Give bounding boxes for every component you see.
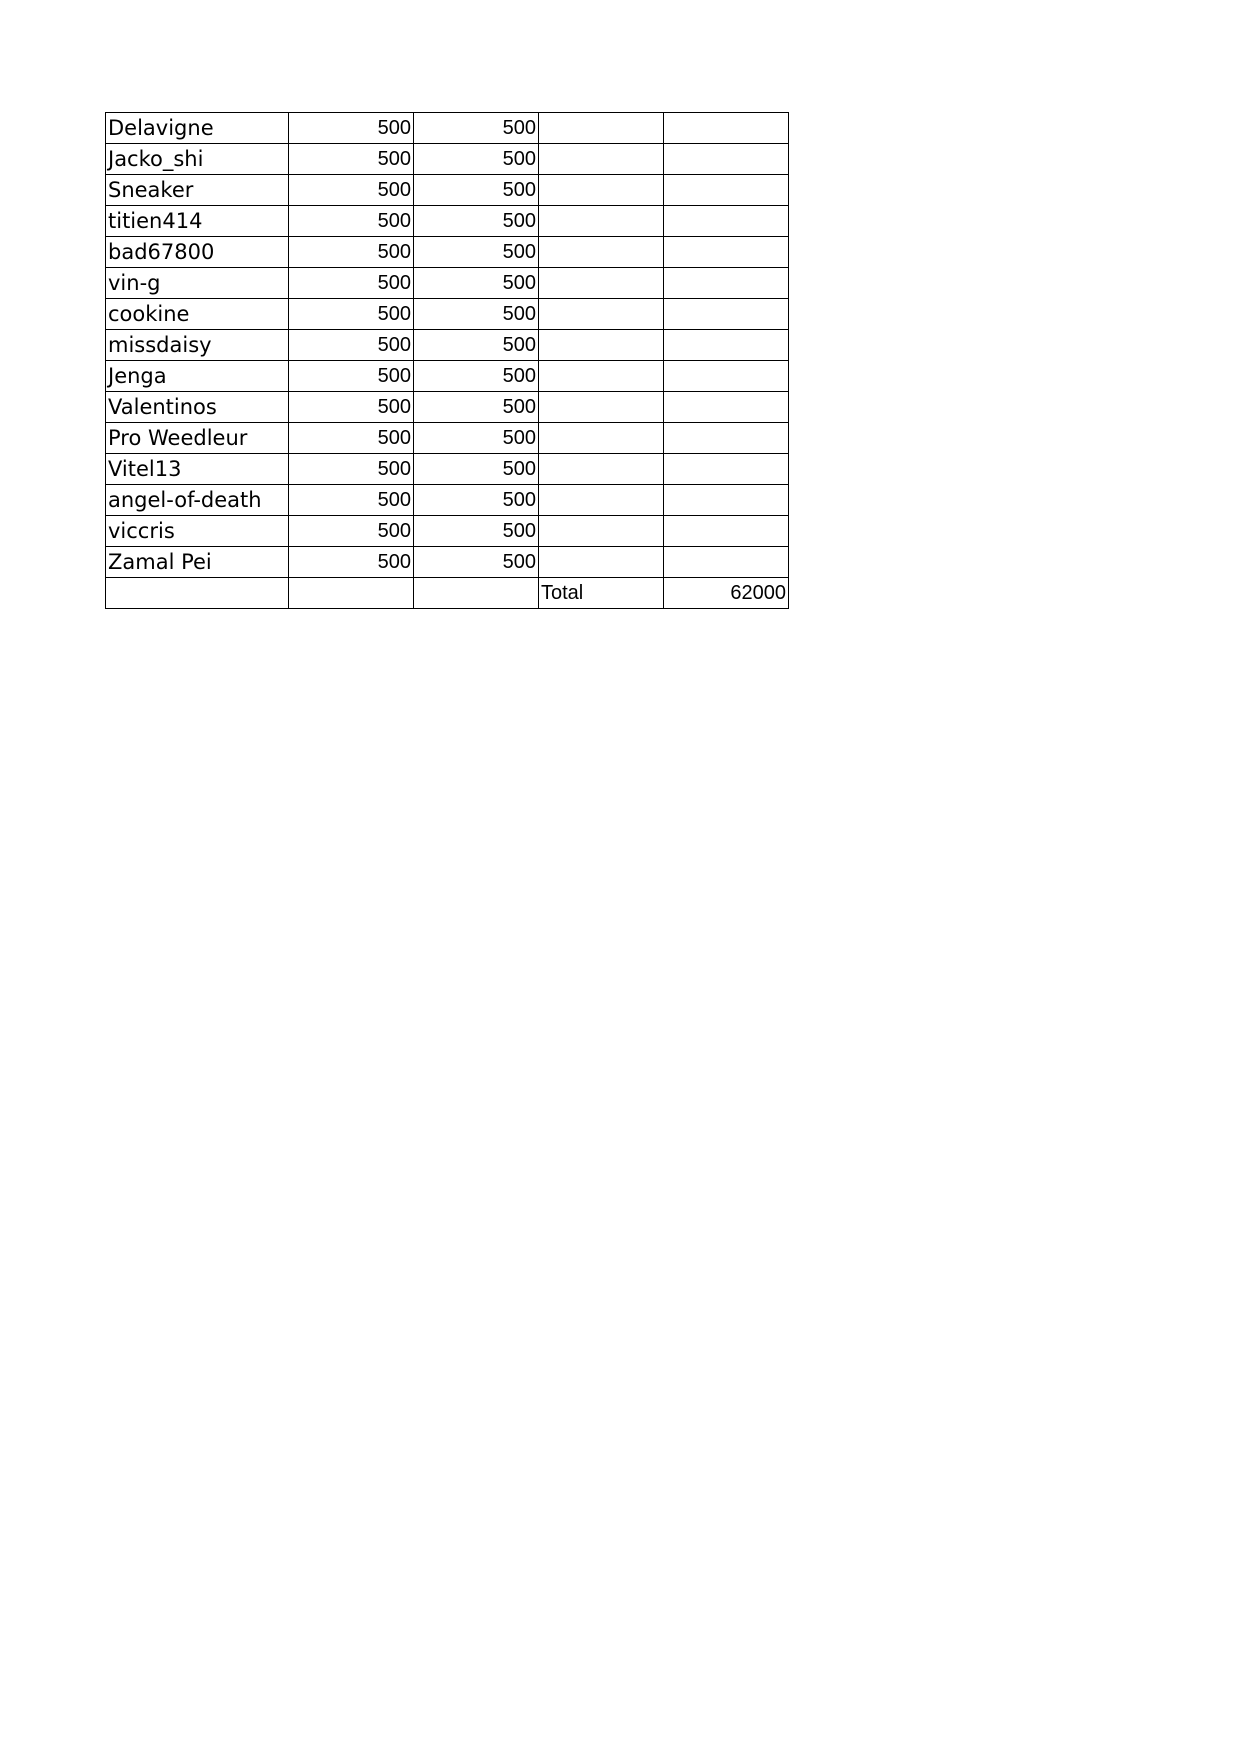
value-cell[interactable]: 500 (414, 516, 539, 547)
value-cell[interactable]: 500 (289, 144, 414, 175)
table-cell[interactable] (539, 516, 664, 547)
value-cell[interactable]: 500 (414, 485, 539, 516)
value-cell[interactable]: 500 (414, 547, 539, 578)
table-cell[interactable] (664, 547, 789, 578)
table-cell[interactable] (539, 454, 664, 485)
table-cell[interactable] (539, 423, 664, 454)
value-cell[interactable]: 500 (414, 361, 539, 392)
table-cell[interactable] (539, 299, 664, 330)
name-cell[interactable]: missdaisy (106, 330, 289, 361)
table-cell[interactable] (664, 113, 789, 144)
value-cell[interactable]: 500 (414, 454, 539, 485)
table-cell[interactable] (539, 144, 664, 175)
name-cell[interactable]: bad67800 (106, 237, 289, 268)
name-cell[interactable]: cookine (106, 299, 289, 330)
total-label-cell[interactable]: Total (539, 578, 664, 609)
table-cell[interactable] (664, 485, 789, 516)
table-row (106, 237, 789, 268)
name-cell[interactable]: viccris (106, 516, 289, 547)
value-cell[interactable]: 500 (289, 516, 414, 547)
table-cell[interactable] (539, 237, 664, 268)
value-cell[interactable]: 500 (289, 547, 414, 578)
name-cell[interactable]: Pro Weedleur (106, 423, 289, 454)
name-cell[interactable]: Zamal Pei (106, 547, 289, 578)
name-cell[interactable]: vin-g (106, 268, 289, 299)
table-cell[interactable] (664, 175, 789, 206)
table-cell[interactable] (539, 268, 664, 299)
name-cell[interactable]: titien414 (106, 206, 289, 237)
value-cell[interactable]: 500 (414, 330, 539, 361)
value-cell[interactable]: 500 (289, 485, 414, 516)
table-cell[interactable] (539, 361, 664, 392)
value-cell[interactable]: 500 (289, 299, 414, 330)
name-cell[interactable]: Valentinos (106, 392, 289, 423)
table-cell[interactable] (664, 144, 789, 175)
table-row (106, 206, 789, 237)
value-cell[interactable]: 500 (414, 206, 539, 237)
table-row (106, 175, 789, 206)
table-cell[interactable] (539, 175, 664, 206)
table-cell[interactable] (664, 392, 789, 423)
value-cell[interactable]: 500 (414, 392, 539, 423)
value-cell[interactable]: 500 (414, 423, 539, 454)
name-cell[interactable]: Jacko_shi (106, 144, 289, 175)
table-cell[interactable] (539, 485, 664, 516)
value-cell[interactable]: 500 (289, 392, 414, 423)
table-cell[interactable] (664, 206, 789, 237)
table-cell[interactable] (664, 516, 789, 547)
table-cell[interactable] (539, 330, 664, 361)
table-row (106, 361, 789, 392)
table-cell[interactable] (539, 392, 664, 423)
table-row (106, 485, 789, 516)
value-cell[interactable]: 500 (414, 113, 539, 144)
table-cell[interactable] (664, 330, 789, 361)
table-cell[interactable] (664, 299, 789, 330)
name-cell[interactable]: angel-of-death (106, 485, 289, 516)
table-cell[interactable] (414, 578, 539, 609)
value-cell[interactable]: 500 (289, 175, 414, 206)
table-row (106, 423, 789, 454)
value-cell[interactable]: 500 (289, 206, 414, 237)
table-row (106, 516, 789, 547)
value-cell[interactable]: 500 (289, 423, 414, 454)
table-row (106, 299, 789, 330)
table-cell[interactable] (539, 113, 664, 144)
table-cell[interactable] (106, 578, 289, 609)
table-row (106, 113, 789, 144)
value-cell[interactable]: 500 (289, 113, 414, 144)
table-cell[interactable] (664, 423, 789, 454)
value-cell[interactable]: 500 (414, 175, 539, 206)
table-row (106, 330, 789, 361)
value-cell[interactable]: 500 (289, 454, 414, 485)
table-cell[interactable] (539, 547, 664, 578)
table-cell[interactable] (664, 361, 789, 392)
value-cell[interactable]: 500 (289, 237, 414, 268)
value-cell[interactable]: 500 (414, 268, 539, 299)
name-cell[interactable]: Delavigne (106, 113, 289, 144)
table-row (106, 392, 789, 423)
value-cell[interactable]: 500 (414, 237, 539, 268)
total-row (106, 578, 789, 609)
table-cell[interactable] (539, 206, 664, 237)
table-row (106, 144, 789, 175)
spreadsheet-table (105, 112, 789, 609)
value-cell[interactable]: 500 (414, 299, 539, 330)
table-body (106, 113, 789, 578)
name-cell[interactable]: Jenga (106, 361, 289, 392)
value-cell[interactable]: 500 (414, 144, 539, 175)
table-cell[interactable] (289, 578, 414, 609)
value-cell[interactable]: 500 (289, 330, 414, 361)
table-row (106, 268, 789, 299)
table-cell[interactable] (664, 237, 789, 268)
name-cell[interactable]: Vitel13 (106, 454, 289, 485)
table-cell[interactable] (664, 268, 789, 299)
table-row (106, 454, 789, 485)
value-cell[interactable]: 500 (289, 361, 414, 392)
total-value-cell[interactable]: 62000 (664, 578, 789, 609)
name-cell[interactable]: Sneaker (106, 175, 289, 206)
table-cell[interactable] (664, 454, 789, 485)
value-cell[interactable]: 500 (289, 268, 414, 299)
table-row (106, 547, 789, 578)
